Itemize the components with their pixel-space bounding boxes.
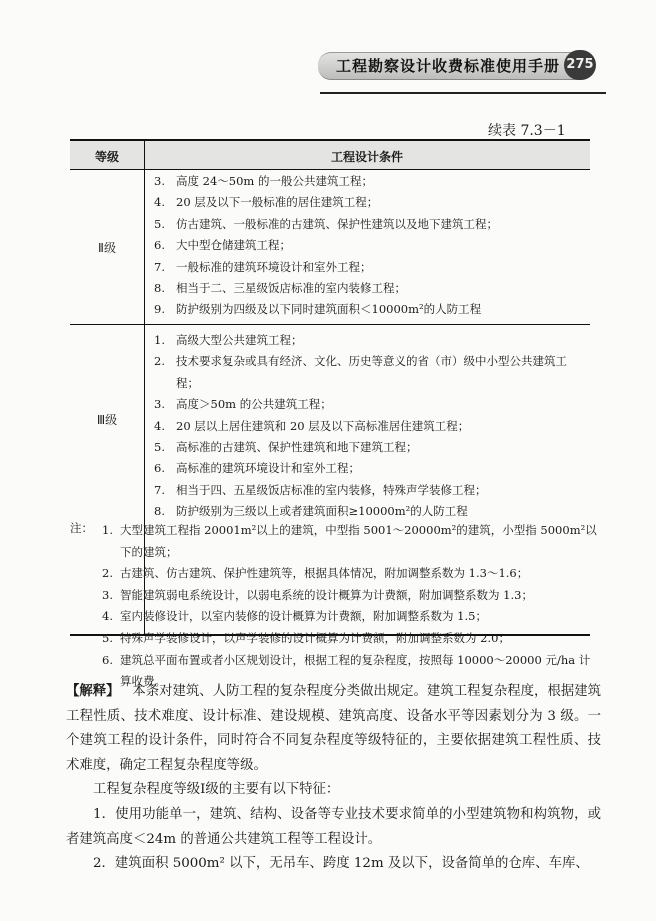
grade-iii-conditions xyxy=(154,330,584,523)
list-item: 4. 室内装修设计，以室内装修的设计概算为计费额，附加调整系数为 1.5； xyxy=(102,609,487,624)
list-item: 9. 防护级别为四级及以下同时建筑面积＜10000m²的人防工程 xyxy=(154,302,482,317)
list-item: 7. 一般标准的建筑环境设计和室外工程； xyxy=(154,259,372,274)
page-number: 275 xyxy=(564,50,596,80)
list-item: 6. 大中型仓储建筑工程； xyxy=(154,238,291,253)
list-item: 5. 仿古建筑、一般标准的古建筑、保护性建筑以及地下建筑工程； xyxy=(154,216,498,231)
grade-ii-conditions xyxy=(154,171,584,321)
column-header-conditions: 工程设计条件 xyxy=(330,150,403,164)
grade-label-iii: Ⅲ级 xyxy=(96,413,118,427)
list-item: 2. 古建筑、仿古建筑、保护性建筑等，根据具体情况，附加调整系数为 1.3～1.6； xyxy=(102,566,529,581)
list-item: 3. 高度＞50m 的公共建筑工程； xyxy=(154,397,332,412)
list-item: 6. 高标准的建筑环境设计和室外工程； xyxy=(154,461,360,476)
paragraph: 2．建筑面积 5000m² 以下，无吊车、跨度 12m 及以下，设备简单的仓库、车库、 xyxy=(93,856,589,872)
list-item: 8. 相当于二、三星级饭店标准的室内装修工程； xyxy=(154,281,406,296)
explain-label: 【解释】 xyxy=(66,684,120,699)
column-header-grade: 等级 xyxy=(94,150,119,164)
running-header xyxy=(318,44,636,86)
list-item: 8. 防护级别为三级以上或者建筑面积≥10000m²的人防工程 xyxy=(154,504,468,519)
list-item: 1. 高级大型公共建筑工程； xyxy=(154,333,303,347)
paragraph: 1．使用功能单一，建筑、结构、设备等专业技术要求简单的小型建筑物和构筑物，或者建筑高度＜24m 的普通公共建筑工程等工程设计。 xyxy=(66,806,601,847)
notes-list xyxy=(102,520,600,693)
list-item: 2. 技术要求复杂或具有经济、文化、历史等意义的省（市）级中小型公共建筑工程； xyxy=(154,354,567,390)
list-item: 4. 20 层以上居住建筑和 20 层及以下高标准居住建筑工程； xyxy=(154,418,470,433)
list-item: 7. 相当于四、五星级饭店标准的室内装修，特殊声学装修工程； xyxy=(154,482,487,497)
table-header xyxy=(70,141,590,169)
paragraph: 工程复杂程度等级Ⅰ级的主要有以下特征： xyxy=(93,782,340,798)
list-item: 4. 20 层及以下一般标准的居住建筑工程； xyxy=(154,195,379,210)
notes-label: 注： xyxy=(70,521,93,535)
book-title: 工程勘察设计收费标准使用手册 xyxy=(336,57,561,75)
table-caption: 续表 7.3－1 xyxy=(488,123,566,139)
explanation-paragraph: 【解释】 本条对建筑、人防工程的复杂程度分类做出规定。建筑工程复杂程度，根据建筑工程性质、技术难度、设计标准、建设规模、建筑高度、设备水平等因素划分为 3 级。一个建筑工程的设计条件，同时符合不同复杂程度等级特征的，主要依据建筑工程性质、技术难度，确定工程复杂程度等级。 xyxy=(66,684,602,773)
list-item: 1. 大型建筑工程指 20001m²以上的建筑，中型指 5001～20000m²的建筑，小型指 5000m²以下的建筑； xyxy=(102,523,597,559)
list-item: 5. 特殊声学装修设计，以声学装修的设计概算为计费额，附加调整系数为 2.0； xyxy=(102,630,510,645)
header-rule xyxy=(320,92,606,94)
list-item: 5. 高标准的古建筑、保护性建筑和地下建筑工程； xyxy=(154,440,418,455)
grade-label-ii: Ⅱ级 xyxy=(98,241,116,255)
list-item: 3. 高度 24～50m 的一般公共建筑工程； xyxy=(154,174,373,188)
list-item: 6. 建筑总平面布置或者小区规划设计，根据工程的复杂程度，按照每 10000～20000 元/ha 计算收费。 xyxy=(102,652,591,689)
list-item: 3. 智能建筑弱电系统设计，以弱电系统的设计概算为计费额，附加调整系数为 1.3； xyxy=(102,587,533,602)
body-text xyxy=(66,680,601,877)
